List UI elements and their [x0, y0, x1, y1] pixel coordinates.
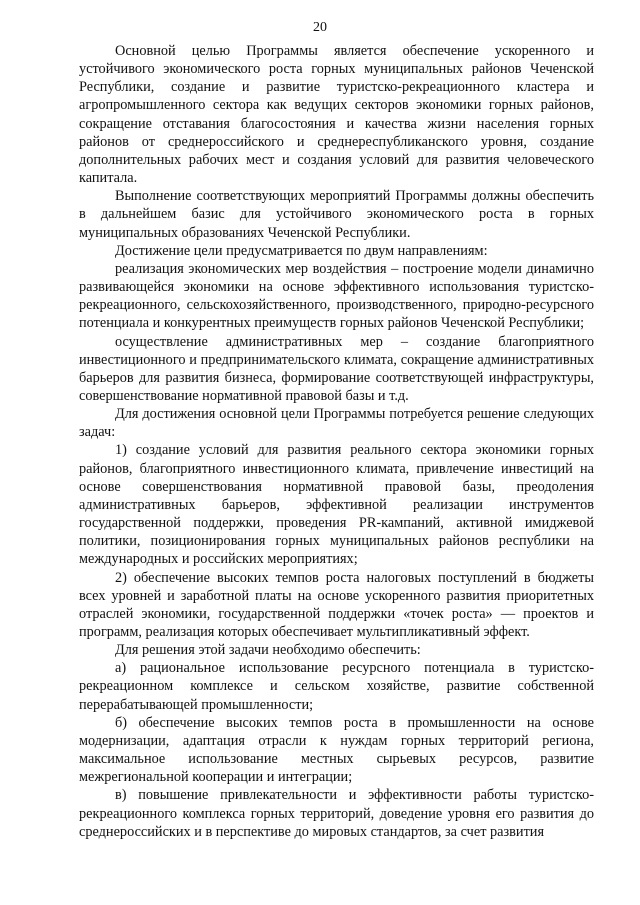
paragraph-administrative-measures: осуществление административных мер – создание благоприятного инвестиционного и предпринимательского климата, сокращение административных барьеров для развития бизнеса, формирование соответствующей инфраструктуры, совершенствование нормативной правовой базы и т.д.: [79, 333, 594, 404]
paragraph-item-a: а) рациональное использование ресурсного потенциала в туристско-рекреационном комплексе и сельском хозяйстве, развитие собственной перерабатывающей промышленности;: [79, 660, 594, 713]
paragraph-solution-intro: Для решения этой задачи необходимо обеспечить:: [115, 642, 421, 659]
paragraph-two-directions: Достижение цели предусматривается по двум направлениям:: [115, 242, 488, 259]
paragraph-program-goal: Основной целью Программы является обеспечение ускоренного и устойчивого экономического роста горных муниципальных районов Чеченской Республики, создание и развитие туристско-рекреационного кластера и агропромышленного сектора как ведущих секторов экономики горных районов, сокращение отставания благосостояния и качества жизни населения горных районов от среднероссийского и среднереспубликанского уровня, создание дополнительных рабочих мест и создания условий для развития человеческого капитала.: [79, 43, 594, 187]
paragraph-task-2: 2) обеспечение высоких темпов роста налоговых поступлений в бюджеты всех уровней и заработной платы на основе ускоренного развития приоритетных отраслей экономики, государственной поддержки «точек роста» — проектов и программ, реализация которых обеспечивает мультипликативный эффект.: [79, 569, 594, 640]
paragraph-program-measures: Выполнение соответствующих мероприятий Программы должны обеспечить в дальнейшем базис для устойчивого экономического роста в горных муниципальных образованиях Чеченской Республики.: [79, 188, 594, 241]
paragraph-item-b: б) обеспечение высоких темпов роста в промышленности на основе модернизации, адаптация отрасли к нуждам горных территорий региона, максимальное использование местных сырьевых ресурсов, развитие межрегиональной кооперации и интеграции;: [79, 714, 594, 786]
paragraph-item-v: в) повышение привлекательности и эффективности работы туристско-рекреационного комплекса горных территорий, доведение уровня его развития до среднероссийских и в перспективе до мировых стандартов, за счет развития: [79, 787, 594, 840]
paragraph-tasks-intro: Для достижения основной цели Программы потребуется решение следующих задач:: [79, 406, 594, 441]
page-number: 20: [313, 20, 327, 35]
document-body: [79, 42, 594, 841]
paragraph-task-1: 1) создание условий для развития реального сектора экономики горных районов, благоприятного инвестиционного климата, привлечение инвестиций на основе совершенствования нормативной правовой базы, преодоления административных барьеров, эффективной реализации инструментов государственной поддержки, проведения PR-кампаний, активной имиджевой политики, позиционирования горных муниципальных районов республики на международных и российских мероприятиях;: [79, 442, 594, 568]
paragraph-economic-measures: реализация экономических мер воздействия – построение модели динамично развивающейся экономики на основе эффективного использования туристско-рекреационного, сельскохозяйственного, производственного, природно-ресурсного потенциала и конкурентных преимуществ горных районов Чеченской Республики;: [79, 260, 594, 332]
